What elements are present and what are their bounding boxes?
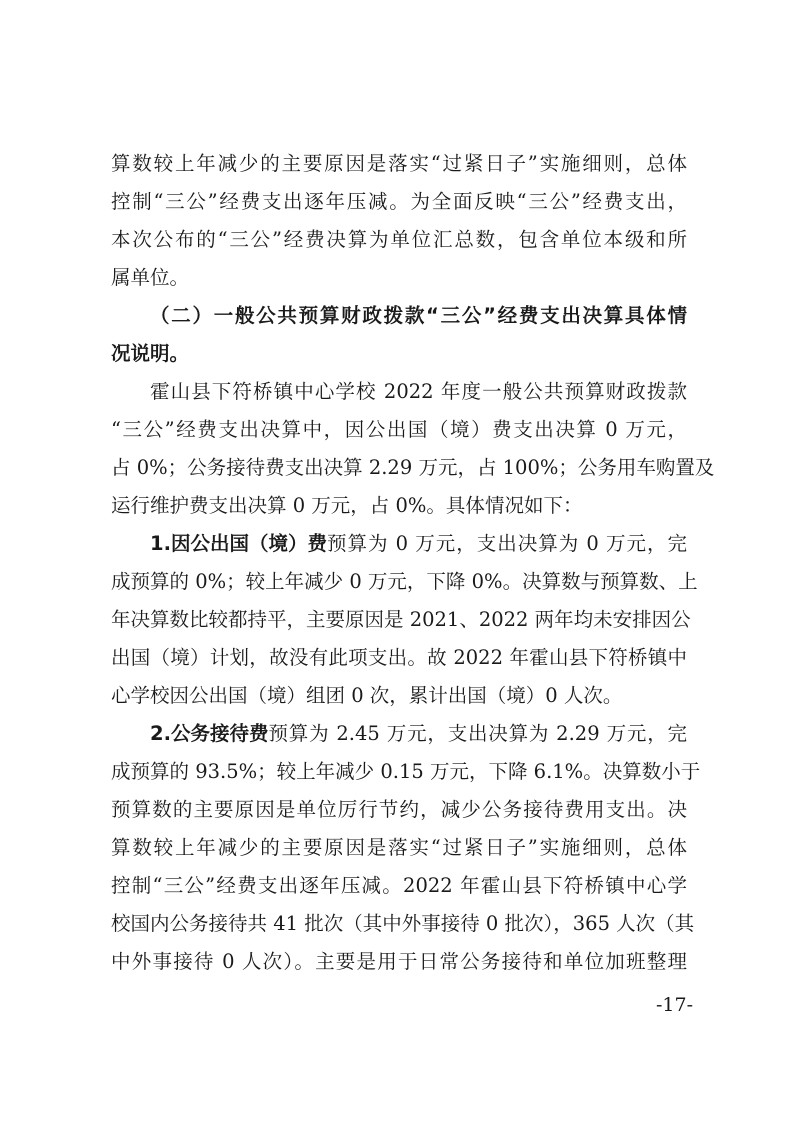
paragraph-line: 心学校因公出国（境）组团 0 次，累计出国（境）0 人次。 (111, 684, 623, 707)
paragraph-line: 预算数的主要原因是单位厉行节约，减少公务接待费用支出。决 (111, 798, 687, 821)
paragraph-line: 运行维护费支出决算 0 万元，占 0%。具体情况如下： (111, 494, 583, 517)
section-heading: （二）一般公共预算财政拨款“三公”经费支出决算具体情 (150, 304, 687, 327)
paragraph-line: 年决算数比较都持平，主要原因是 2021、2022 两年均未安排因公 (111, 608, 691, 631)
item-2-first-line (150, 720, 687, 748)
item-2-label: 2.公务接待费 (150, 722, 269, 745)
paragraph-line: 预算为 2.45 万元，支出决算为 2.29 万元，完 (268, 722, 687, 745)
paragraph-line: 预算为 0 万元，支出决算为 0 万元，完 (326, 532, 687, 555)
paragraph-line: 成预算的 0%；较上年减少 0 万元，下降 0%。决算数与预算数、上 (111, 570, 698, 593)
item-1-label: 1.因公出国（境）费 (150, 532, 327, 555)
item-1-first-line (150, 530, 687, 558)
section-heading: 况说明。 (111, 342, 190, 365)
paragraph-line: 本次公布的“三公”经费决算为单位汇总数，包含单位本级和所 (111, 228, 687, 251)
paragraph-line: 校国内公务接待共 41 批次（其中外事接待 0 批次），365 人次（其 (111, 912, 695, 935)
paragraph-line: 控制“三公”经费支出逐年压减。为全面反映“三公”经费支出， (111, 190, 687, 213)
paragraph-line: 出国（境）计划，故没有此项支出。故 2022 年霍山县下符桥镇中 (111, 646, 687, 669)
paragraph-line: 算数较上年减少的主要原因是落实“过紧日子”实施细则，总体 (111, 836, 687, 859)
paragraph-line: 占 0%；公务接待费支出决算 2.29 万元，占 100%；公务用车购置及 (111, 456, 715, 479)
paragraph-line: 算数较上年减少的主要原因是落实“过紧日子”实施细则，总体 (111, 152, 687, 175)
paragraph-line: 霍山县下符桥镇中心学校 2022 年度一般公共预算财政拨款 (150, 380, 687, 403)
page-number: -17- (656, 994, 694, 1016)
paragraph-line: 成预算的 93.5%；较上年减少 0.15 万元，下降 6.1%。决算数小于 (111, 760, 701, 783)
paragraph-line: 中外事接待 0 人次）。主要是用于日常公务接待和单位加班整理 (111, 950, 687, 973)
paragraph-line: 控制“三公”经费支出逐年压减。2022 年霍山县下符桥镇中心学 (111, 874, 687, 897)
paragraph-line: 属单位。 (111, 266, 190, 289)
paragraph-line: “三公”经费支出决算中，因公出国（境）费支出决算 0 万元， (111, 418, 687, 441)
